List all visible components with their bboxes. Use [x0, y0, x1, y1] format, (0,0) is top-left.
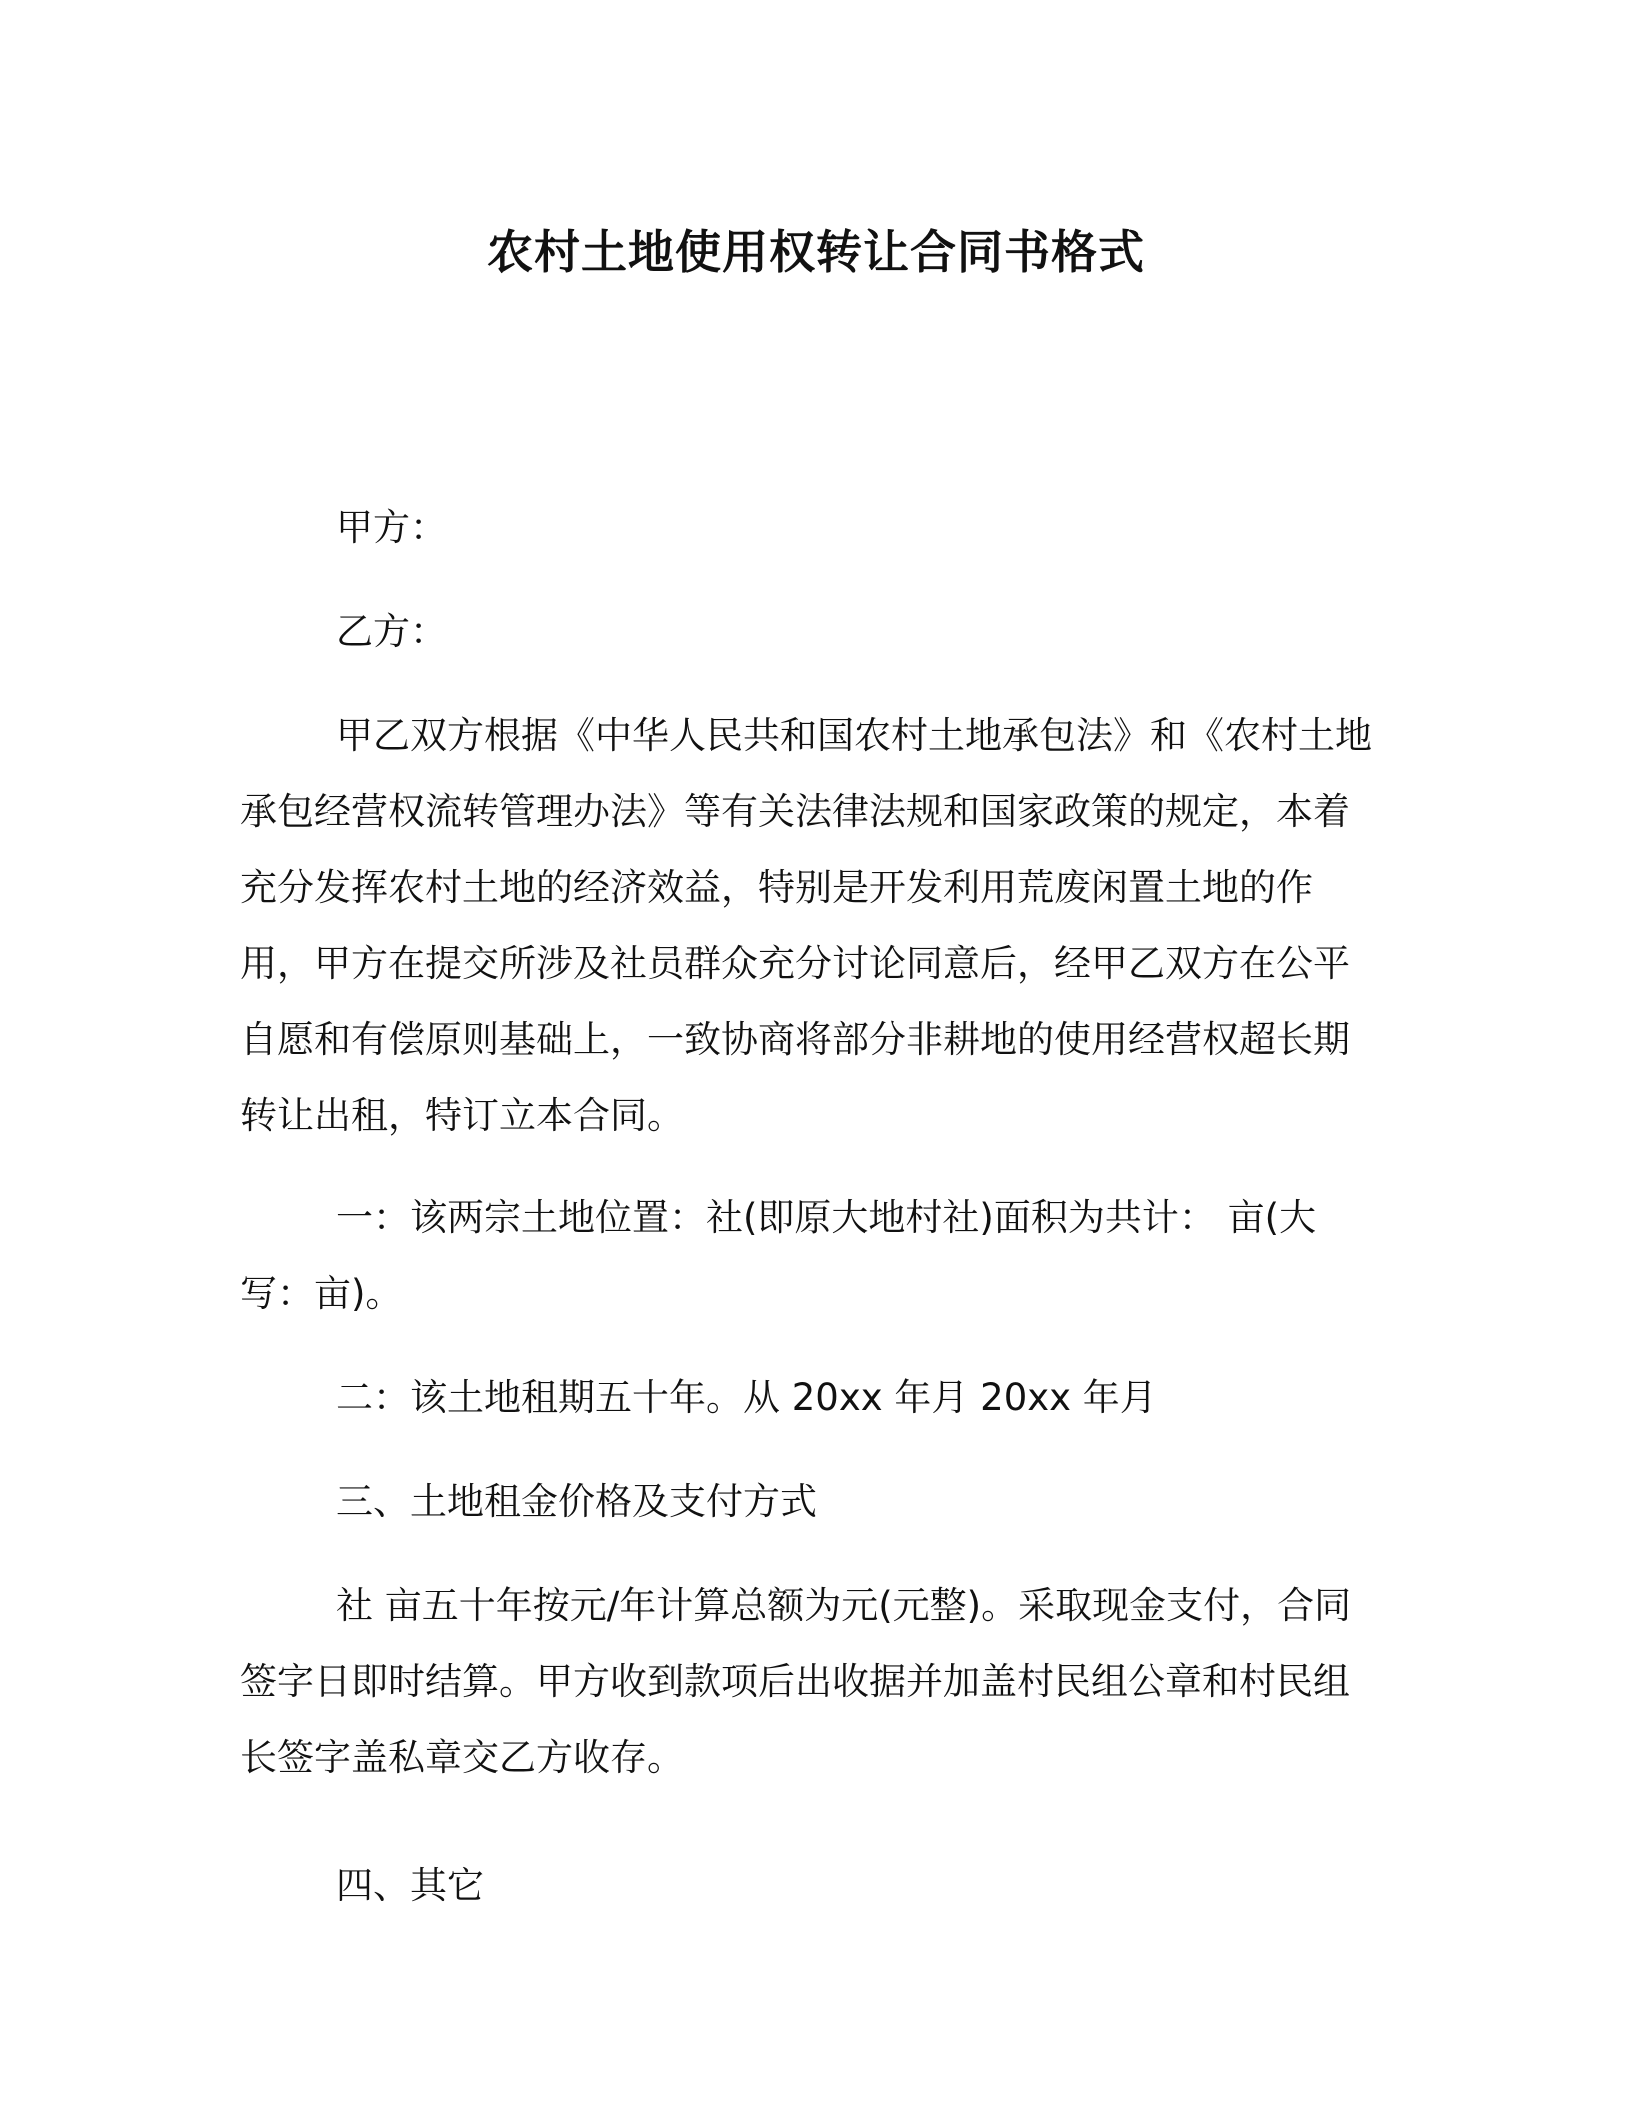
party-b-line	[240, 594, 1380, 670]
clause-1-paragraph	[240, 1180, 1380, 1332]
clause-4-heading	[240, 1848, 1380, 1924]
clause-3-heading	[240, 1464, 1380, 1540]
clause-3-paragraph	[240, 1568, 1380, 1796]
clause-1-text: 一：该两宗土地位置：社(即原大地村社)面积为共计： 亩(大写：亩)。	[240, 1196, 1317, 1315]
intro-text: 甲乙双方根据《中华人民共和国农村土地承包法》和《农村土地承包经营权流转管理办法》等有关法律法规和国家政策的规定，本着充分发挥农村土地的经济效益，特别是开发利用荒废闲置土地的作用，甲方在提交所涉及社员群众充分讨论同意后，经甲乙双方在公平自愿和有偿原则基础上，一致协商将部分非耕地的使用经营权超长期转让出租，特订立本合同。	[240, 714, 1372, 1137]
party-a-label: 甲方：	[336, 506, 447, 549]
clause-4-heading-text: 四、其它	[336, 1864, 484, 1907]
party-b-label: 乙方：	[336, 610, 447, 653]
clause-3-heading-text: 三、土地租金价格及支付方式	[336, 1480, 817, 1523]
document-title: 农村土地使用权转让合同书格式	[487, 225, 1145, 279]
clause-2-text: 二：该土地租期五十年。从 20xx 年月 20xx 年月	[336, 1376, 1157, 1419]
clause-3-body-text: 社 亩五十年按元/年计算总额为元(元整)。采取现金支付，合同签字日即时结算。甲方收到款项后出收据并加盖村民组公章和村民组长签字盖私章交乙方收存。	[240, 1584, 1352, 1779]
intro-paragraph	[240, 698, 1380, 1154]
party-a-line	[240, 490, 1380, 566]
clause-2-paragraph	[240, 1360, 1380, 1436]
